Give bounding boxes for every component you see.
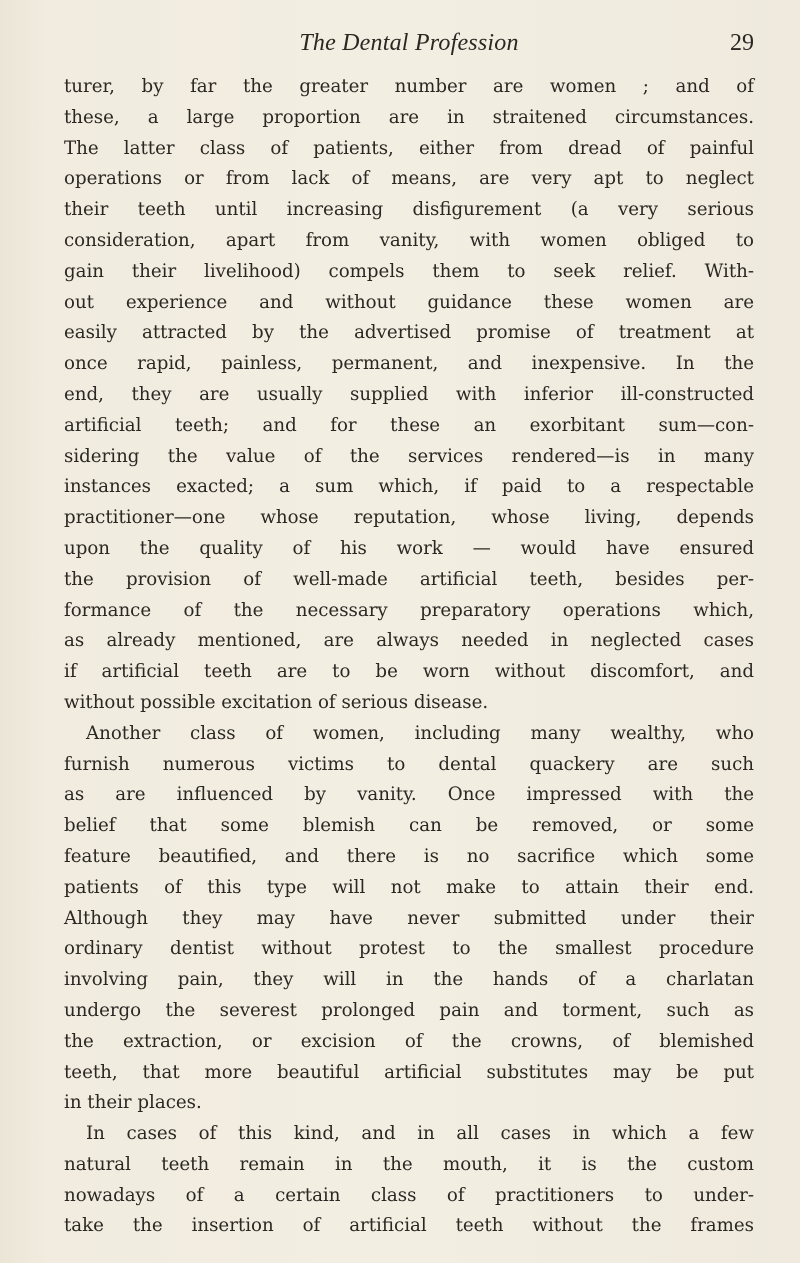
text-line: these, a large proportion are in straitened circumstances.: [64, 106, 754, 128]
text-line: furnish numerous victims to dental quackery are such: [64, 753, 754, 775]
text-line: operations or from lack of means, are very apt to neglect: [64, 168, 754, 190]
text-line: end, they are usually supplied with inferior ill-constructed: [64, 383, 754, 405]
text-line: instances exacted; a sum which, if paid to a respectable: [64, 476, 754, 498]
text-line: belief that some blemish can be removed, or some: [64, 815, 754, 837]
text-line: artificial teeth; and for these an exorbitant sum—con-: [64, 414, 754, 436]
text-line: take the insertion of artificial teeth without the frames: [64, 1215, 754, 1237]
text-line: consideration, apart from vanity, with women obliged to: [64, 229, 754, 251]
text-line: as already mentioned, are always needed in neglected cases: [64, 630, 754, 652]
page-number: 29: [730, 30, 754, 56]
paragraph-start-line: In cases of this kind, and in all cases in which a few: [86, 1123, 754, 1145]
body-text: [64, 72, 754, 1242]
text-line: their teeth until increasing disfigurement (a very serious: [64, 199, 754, 221]
paragraph-start-line: Another class of women, including many wealthy, who: [86, 722, 754, 744]
text-line: out experience and without guidance these women are: [64, 291, 754, 313]
text-line: the provision of well-made artificial teeth, besides per-: [64, 568, 754, 590]
page-header: [64, 26, 754, 60]
text-line: turer, by far the greater number are women ; and of: [64, 76, 754, 97]
paragraph-end-line: without possible excitation of serious disease.: [64, 691, 489, 713]
text-line: the extraction, or excision of the crowns, of blemished: [64, 1030, 754, 1052]
text-line: sidering the value of the services rendered—is in many: [64, 445, 754, 467]
text-line: practitioner—one whose reputation, whose living, depends: [64, 507, 754, 529]
text-line: The latter class of patients, either from dread of painful: [64, 137, 754, 159]
text-line: involving pain, they will in the hands of a charlatan: [64, 969, 754, 991]
text-line: undergo the severest prolonged pain and torment, such as: [64, 999, 754, 1021]
text-line: once rapid, painless, permanent, and inexpensive. In the: [64, 353, 754, 375]
text-line: gain their livelihood) compels them to seek relief. With-: [64, 260, 754, 282]
text-line: easily attracted by the advertised promise of treatment at: [64, 322, 754, 344]
text-line: feature beautified, and there is no sacrifice which some: [64, 845, 754, 867]
paragraph-end-line: in their places.: [64, 1092, 202, 1114]
text-line: patients of this type will not make to attain their end.: [64, 876, 754, 898]
running-title: The Dental Profession: [299, 30, 519, 56]
text-line: natural teeth remain in the mouth, it is the custom: [64, 1153, 754, 1175]
text-line: as are influenced by vanity. Once impressed with the: [64, 784, 754, 806]
text-line: ordinary dentist without protest to the smallest procedure: [64, 938, 754, 960]
text-line: Although they may have never submitted under their: [64, 907, 754, 929]
text-line: upon the quality of his work — would have ensured: [64, 537, 754, 559]
text-line: formance of the necessary preparatory operations which,: [64, 599, 754, 621]
text-line: nowadays of a certain class of practitioners to under-: [64, 1184, 754, 1206]
text-line: teeth, that more beautiful artificial substitutes may be put: [64, 1061, 754, 1083]
text-line: if artificial teeth are to be worn without discomfort, and: [64, 661, 754, 683]
